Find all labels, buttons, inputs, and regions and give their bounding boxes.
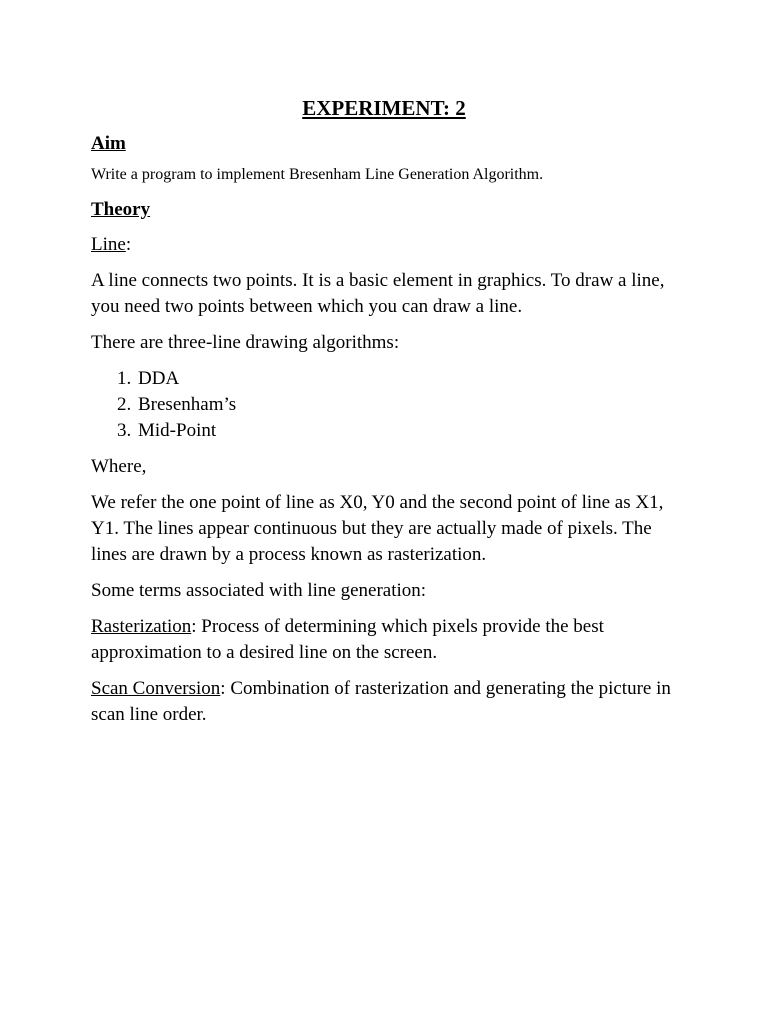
- line-label: Line: [91, 234, 126, 255]
- terms-intro-paragraph: Some terms associated with line generation:: [91, 580, 427, 601]
- rasterization-term: Rasterization: [91, 616, 192, 637]
- aim-heading: Aim: [91, 133, 126, 154]
- theory-heading: Theory: [91, 199, 151, 220]
- aim-text: Write a program to implement Bresenham Line Generation Algorithm.: [91, 166, 544, 183]
- line-subheading: [91, 232, 681, 258]
- points-paragraph: We refer the one point of line as X0, Y0 and the second point of line as X1, Y1. The lines appear continuous but they are actually made of pixels. The lines are drawn by a process known as rasterization.: [91, 492, 664, 565]
- list-item: 1. DDA: [136, 366, 681, 392]
- list-item: 2. Bresenham’s: [136, 392, 681, 418]
- algorithms-list: [91, 366, 681, 444]
- line-definition-paragraph: A line connects two points. It is a basic element in graphics. To draw a line, you need two points between which you can draw a line.: [91, 270, 665, 317]
- list-item: 3. Mid-Point: [136, 418, 681, 444]
- scan-conversion-paragraph: [91, 676, 681, 728]
- rasterization-paragraph: [91, 614, 681, 666]
- where-paragraph: Where,: [91, 456, 147, 477]
- line-colon: :: [125, 234, 132, 255]
- algorithms-intro-paragraph: There are three-line drawing algorithms:: [91, 332, 400, 353]
- rasterization-definition: : Process of determining which pixels provide the best approximation to a desired line on the screen.: [91, 616, 604, 663]
- scan-conversion-definition: : Combination of rasterization and generating the picture in scan line order.: [91, 678, 671, 725]
- page-title: EXPERIMENT: 2: [302, 96, 466, 120]
- document-body: [91, 132, 681, 728]
- scan-conversion-term: Scan Conversion: [91, 678, 221, 699]
